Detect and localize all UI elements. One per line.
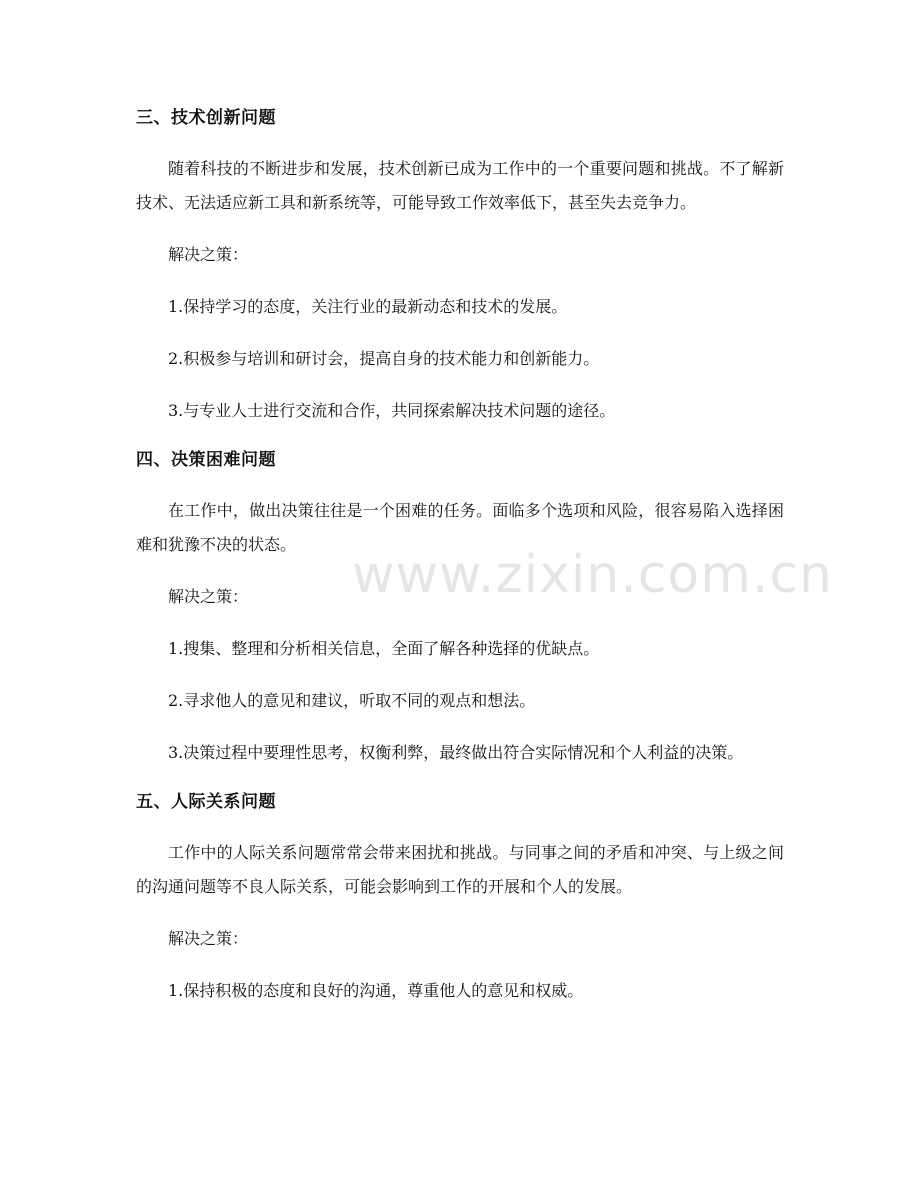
solution-item: 1.搜集、整理和分析相关信息，全面了解各种选择的优缺点。 bbox=[168, 639, 600, 658]
solution-item: 3.决策过程中要理性思考，权衡利弊，最终做出符合实际情况和个人利益的决策。 bbox=[168, 743, 744, 762]
section-paragraph: 工作中的人际关系问题常常会带来困扰和挑战。与同事之间的矛盾和冲突、与上级之间的沟通问题等不良人际关系，可能会影响到工作的开展和个人的发展。 bbox=[136, 843, 784, 896]
solution-item: 2.寻求他人的意见和建议，听取不同的观点和想法。 bbox=[168, 691, 536, 710]
solution-label: 解决之策： bbox=[168, 929, 249, 948]
section-heading: 三、技术创新问题 bbox=[136, 108, 276, 128]
section-heading: 四、决策困难问题 bbox=[136, 450, 276, 470]
section-paragraph: 随着科技的不断进步和发展，技术创新已成为工作中的一个重要问题和挑战。不了解新技术、无法适应新工具和新系统等，可能导致工作效率低下，甚至失去竞争力。 bbox=[136, 159, 784, 212]
solution-label: 解决之策： bbox=[168, 587, 249, 606]
section-heading: 五、人际关系问题 bbox=[136, 792, 276, 812]
solution-item: 1.保持学习的态度，关注行业的最新动态和技术的发展。 bbox=[168, 297, 568, 316]
section-tech-innovation bbox=[136, 104, 784, 428]
document-body bbox=[136, 104, 784, 1026]
solution-item: 3.与专业人士进行交流和合作，共同探索解决技术问题的途径。 bbox=[168, 401, 616, 420]
section-interpersonal bbox=[136, 788, 784, 1008]
section-decision-difficulty bbox=[136, 446, 784, 770]
solution-item: 1.保持积极的态度和良好的沟通，尊重他人的意见和权威。 bbox=[168, 981, 584, 1000]
section-paragraph: 在工作中，做出决策往往是一个困难的任务。面临多个选项和风险，很容易陷入选择困难和犹豫不决的状态。 bbox=[136, 501, 784, 554]
solution-item: 2.积极参与培训和研讨会，提高自身的技术能力和创新能力。 bbox=[168, 349, 600, 368]
watermark: www.zixin.com.cn bbox=[352, 545, 833, 605]
solution-label: 解决之策： bbox=[168, 245, 249, 264]
